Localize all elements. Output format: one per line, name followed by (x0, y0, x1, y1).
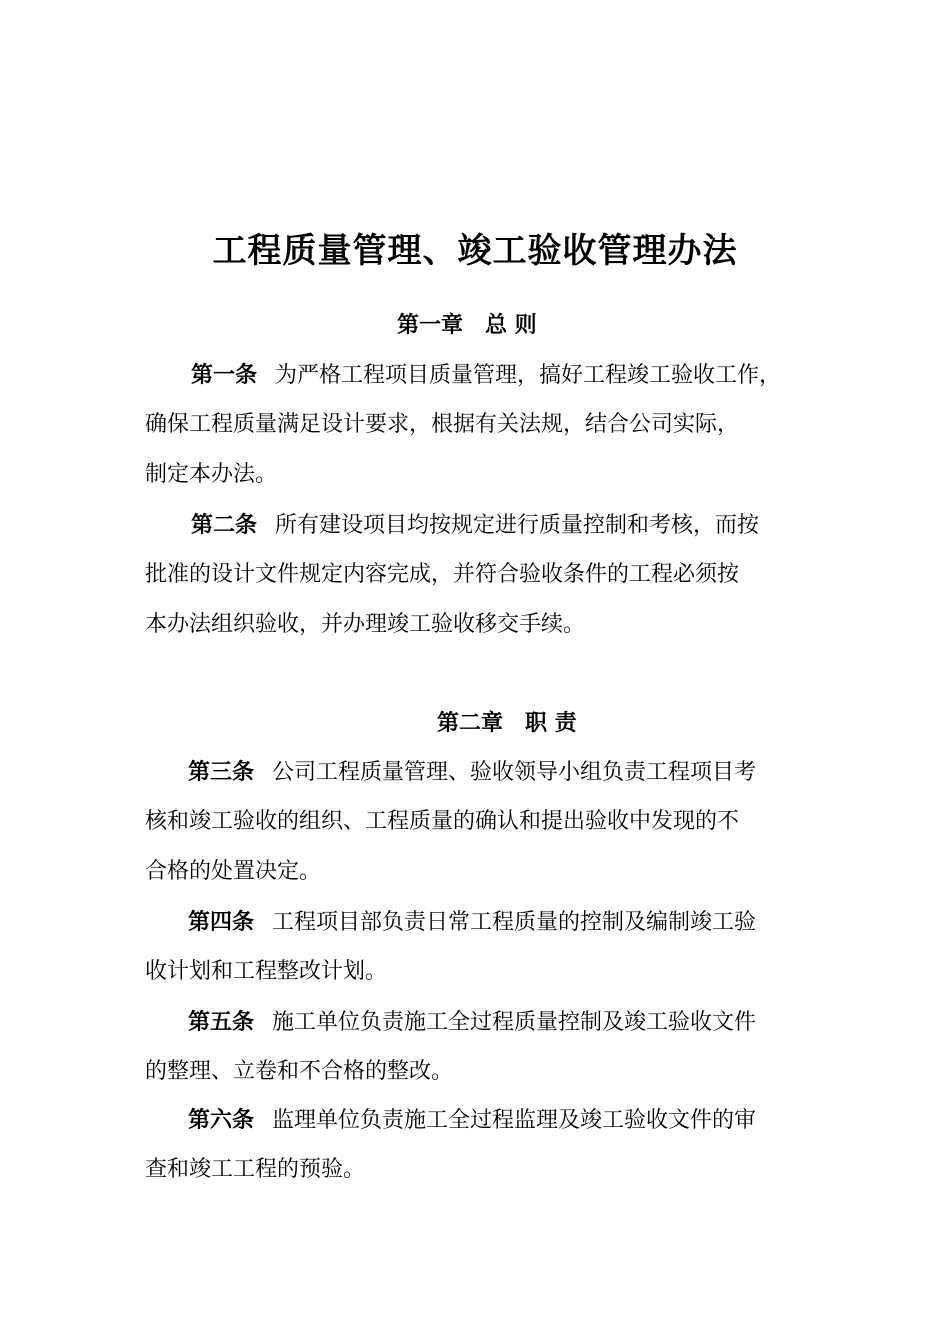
chapter-heading-2: 第二章 职 责 (437, 710, 577, 736)
article-label: 第四条 (188, 909, 255, 935)
article-4 (145, 897, 825, 997)
article-label: 第五条 (188, 1009, 255, 1035)
article-text: 监理单位负责施工全过程监理及竣工验收文件的审 (272, 1108, 757, 1133)
article-first-line (145, 350, 825, 400)
article-text: 批准的设计文件规定内容完成，并符合验收条件的工程必须按 (145, 562, 740, 587)
article-label: 第三条 (188, 759, 255, 785)
article-3 (145, 747, 825, 897)
article-label: 第一条 (191, 362, 258, 388)
article-text: 制定本办法。 (145, 462, 278, 487)
article-1 (145, 350, 825, 500)
page-title: 工程质量管理、竣工验收管理办法 (212, 231, 738, 271)
article-label: 第六条 (188, 1107, 255, 1133)
article-first-line (145, 747, 825, 797)
article-text: 为严格工程项目质量管理，搞好工程竣工验收工作， (275, 363, 782, 388)
article-first-line (145, 1095, 825, 1145)
article-first-line (145, 897, 825, 947)
article-text: 查和竣工工程的预验。 (145, 1157, 366, 1182)
article-text: 收计划和工程整改计划。 (145, 959, 388, 984)
article-text: 确保工程质量满足设计要求，根据有关法规，结合公司实际， (145, 412, 740, 437)
article-text: 的整理、立卷和不合格的整改。 (145, 1059, 454, 1084)
article-text: 工程项目部负责日常工程质量的控制及编制竣工验 (272, 910, 757, 935)
article-text: 合格的处置决定。 (145, 859, 322, 884)
article-5 (145, 997, 825, 1097)
article-label: 第二条 (191, 512, 258, 538)
article-first-line (145, 997, 825, 1047)
article-text: 施工单位负责施工全过程质量控制及竣工验收文件 (272, 1010, 757, 1035)
article-6 (145, 1095, 825, 1195)
article-text: 核和竣工验收的组织、工程质量的确认和提出验收中发现的不 (145, 809, 740, 834)
article-first-line (145, 500, 825, 550)
chapter-heading-1: 第一章 总 则 (397, 312, 537, 338)
article-text: 本办法组织验收，并办理竣工验收移交手续。 (145, 612, 586, 637)
article-text: 公司工程质量管理、验收领导小组负责工程项目考 (272, 760, 757, 785)
article-text: 所有建设项目均按规定进行质量控制和考核，而按 (275, 513, 760, 538)
article-2 (145, 500, 825, 650)
